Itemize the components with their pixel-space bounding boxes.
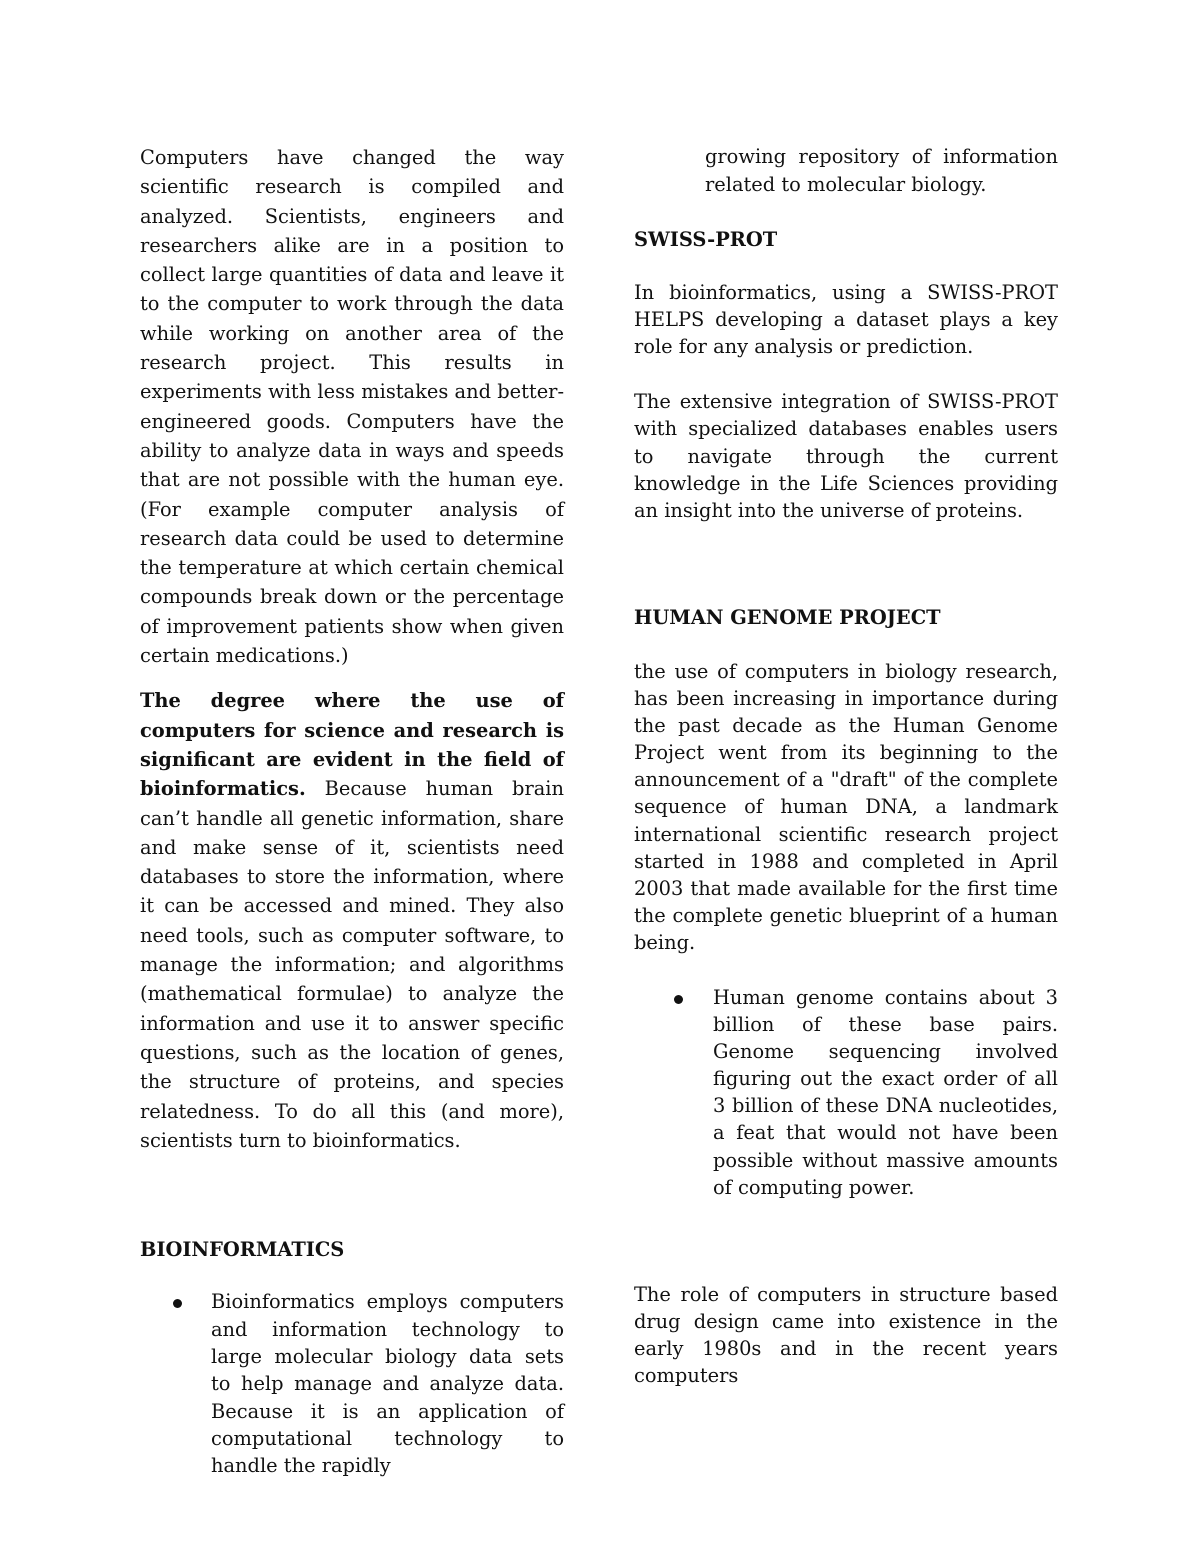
human-genome-project-heading: HUMAN GENOME PROJECT: [634, 605, 941, 629]
swissprot-heading: SWISS-PROT: [634, 228, 778, 251]
human-genome-bullet-text: Human genome contains about 3 billion of these base pairs. Genome sequencing involved figuring out the exact order of all 3 billion of these DNA nucleotides, a feat that would not have been possible without massive amounts of computing power.: [713, 985, 1058, 1199]
bioinformatics-bullet-list: [140, 1288, 564, 1479]
list-item: [140, 1288, 564, 1479]
bioinformatics-bullet-text: Bioinformatics employs computers and information technology to large molecular biology data sets to help manage and analyze data. Because it is an application of computational technology to handle the rapidly: [211, 1290, 564, 1478]
significance-body: Because human brain can’t handle all genetic information, share and make sense of it, scientists need databases to store the information, where it can be accessed and mined. They also need tools, such as computer software, to manage the information; and algorithms (mathematical formulae) to analyze the information and use it to answer specific questions, such as the location of genes, the structure of proteins, and species relatedness. To do all this (and more), scientists turn to bioinformatics.: [140, 777, 564, 1152]
human-genome-project-paragraph: the use of computers in biology research, has been increasing in importance during the past decade as the Human Genome Project went from its beginning to the announcement of a "draft" of the complete sequence of human DNA, a landmark international scientific research project started in 1988 and completed in April 2003 that made available for the first time the complete genetic blueprint of a human being.: [634, 659, 1058, 954]
bullet-icon: [173, 1299, 182, 1308]
bullet-continuation: growing repository of information related to molecular biology.: [705, 145, 1058, 196]
bullet-icon: [674, 995, 683, 1004]
swissprot-paragraph-1: In bioinformatics, using a SWISS-PROT HELPS developing a dataset plays a key role for any analysis or prediction.: [634, 281, 1058, 359]
bioinformatics-significance-paragraph: [140, 686, 564, 1155]
list-item: [634, 984, 1058, 1201]
left-column: [140, 143, 564, 1479]
bioinformatics-heading: BIOINFORMATICS: [140, 1238, 345, 1262]
human-genome-bullet-list: [634, 984, 1058, 1201]
swissprot-paragraph-2: The extensive integration of SWISS-PROT with specialized databases enables users to navigate through the current knowledge in the Life Sciences providing an insight into the universe of proteins.: [634, 390, 1058, 522]
significance-lead-bold: The degree where the use of computers for science and research is significant are evident in the field of bioinformatics.: [140, 689, 564, 801]
drug-design-paragraph: The role of computers in structure based drug design came into existence in the early 1980s and in the recent years computers: [634, 1282, 1058, 1387]
intro-paragraph: Computers have changed the way scientific research is compiled and analyzed. Scientists, engineers and researchers alike are in a position to collect large quantities of data and leave it to the computer to work through the data while working on another area of the research project. This results in experiments with less mistakes and better-engineered goods. Computers have the ability to analyze data in ways and speeds that are not possible with the human eye. (For example computer analysis of research data could be used to determine the temperature at which certain chemical compounds break down or the percentage of improvement patients show when given certain medications.): [140, 146, 564, 668]
right-column: [634, 143, 1058, 1389]
